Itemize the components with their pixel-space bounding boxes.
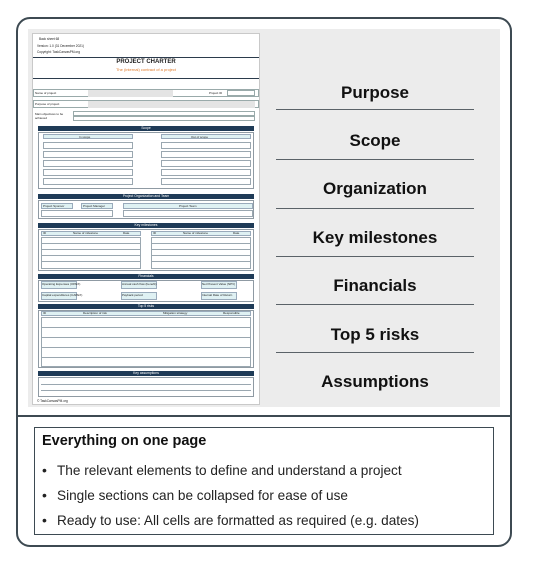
doc-subtitle: The (internal) contract of a project (115, 67, 177, 72)
row-line (41, 384, 251, 385)
scope-cell (43, 160, 133, 167)
scope-cell (161, 160, 251, 167)
section-scope: Scope (349, 131, 401, 150)
row-line (151, 243, 251, 244)
out-scope-label: Out of scope (191, 135, 209, 139)
feature-item: • The relevant elements to define and understand a project (42, 458, 419, 483)
financials-bar-label: Financials (138, 274, 154, 278)
section-divider (276, 256, 474, 257)
org-value-cell (41, 210, 113, 217)
scope-cell (161, 142, 251, 149)
project-charter-thumbnail (32, 33, 260, 405)
doc-footer: © TaskCanvasPM.org (37, 399, 68, 403)
name-label: Name of project (35, 91, 57, 95)
section-top-5-risks: Top 5 risks (330, 325, 420, 344)
preview-panel (28, 29, 500, 407)
fin-label: Capital expenditures (CAPEX) (42, 293, 83, 297)
slide-frame (16, 17, 512, 547)
scope-cell (43, 142, 133, 149)
scope-cell (161, 151, 251, 158)
risk-col-mitigation: Mitigation strategy (163, 311, 188, 315)
fin-label: Annual cash flow (benefit) (122, 282, 157, 286)
organization-bar[interactable] (38, 194, 254, 199)
row-line (41, 357, 251, 358)
objectives-label: Main objectives to be achieved (35, 112, 64, 120)
row-line (41, 390, 251, 391)
row-line (41, 337, 251, 338)
scope-cell (161, 169, 251, 176)
milestones-bar-label: Key milestones (134, 223, 158, 227)
risks-table (41, 317, 251, 367)
scope-bar-label: Scope (141, 126, 151, 130)
risk-col-desc: Description of risk (83, 311, 107, 315)
doc-header-line: Version: 1.0 (31 December 2021) (37, 44, 84, 48)
row-line (41, 243, 141, 244)
section-purpose: Purpose (340, 83, 410, 102)
milestones-bar[interactable] (38, 223, 254, 228)
objective-line (73, 116, 255, 121)
name-value (88, 90, 173, 97)
section-assumptions: Assumptions (321, 372, 429, 391)
team-value-cell (123, 210, 253, 217)
risk-col-responsible: Responsible (223, 311, 240, 315)
feature-item: • Ready to use: All cells are formatted as required (e.g. dates) (42, 508, 419, 533)
separator-line (18, 415, 510, 417)
assumptions-bar[interactable] (38, 371, 254, 376)
risks-bar[interactable] (38, 304, 254, 309)
row-line (41, 347, 251, 348)
section-divider (276, 109, 474, 110)
feature-item: • Single sections can be collapsed for ease of use (42, 483, 419, 508)
row-line (151, 249, 251, 250)
section-divider (276, 208, 474, 209)
ms-col-date: Date (123, 231, 130, 235)
id-value (227, 90, 255, 96)
assumptions-bar-label: Key assumptions (133, 371, 159, 375)
milestones-table-left (41, 237, 141, 269)
ms-col-name: Name of milestone (183, 231, 209, 235)
section-financials: Financials (333, 276, 417, 295)
scope-cell (43, 169, 133, 176)
risk-col-id: ID (43, 311, 46, 315)
team-label: Project Team (179, 204, 197, 208)
ms-col-date: Date (233, 231, 240, 235)
section-organization: Organization (323, 179, 427, 198)
row-line (41, 261, 141, 262)
purpose-label: Purpose of project (35, 102, 60, 106)
risks-header (41, 311, 251, 316)
manager-label: Project Manager (83, 204, 106, 208)
row-line (151, 261, 251, 262)
fin-label: Net Present Value (NPV) (202, 282, 236, 286)
scope-bar[interactable] (38, 126, 254, 131)
fin-label: Internal Rate of Return (202, 293, 233, 297)
section-key-milestones: Key milestones (312, 228, 438, 247)
in-scope-label: In scope (79, 135, 91, 139)
doc-title: PROJECT CHARTER (116, 59, 176, 65)
organization-bar-label: Project Organization and Team (122, 194, 170, 198)
row-line (151, 255, 251, 256)
row-line (41, 327, 251, 328)
sponsor-label: Project Sponsor (43, 204, 65, 208)
section-divider (276, 352, 474, 353)
scope-cell (43, 178, 133, 185)
assumptions-grid (38, 377, 254, 397)
ms-col-name: Name of milestone (73, 231, 99, 235)
scope-cell (43, 151, 133, 158)
features-heading: Everything on one page (42, 433, 207, 449)
row-line (41, 255, 141, 256)
purpose-value (88, 101, 255, 108)
section-divider (276, 159, 474, 160)
scope-cell (161, 178, 251, 185)
doc-header-line: Back sheet 68 (39, 37, 60, 41)
ms-col-id: ID (43, 231, 46, 235)
risks-bar-label: Top 5 risks (137, 304, 155, 308)
fin-label: Payback period (122, 293, 143, 297)
milestones-table-right (151, 237, 251, 269)
section-divider (276, 304, 474, 305)
doc-header-line: Copyright: TaskCanvasPM.org (37, 50, 80, 54)
financials-bar[interactable] (38, 274, 254, 279)
ms-col-id: ID (153, 231, 156, 235)
features-list (42, 458, 419, 533)
row-line (41, 249, 141, 250)
fin-label: Operating Expenses (OPEX) (42, 282, 81, 286)
features-box (34, 427, 494, 535)
id-label: Project ID (209, 91, 223, 95)
